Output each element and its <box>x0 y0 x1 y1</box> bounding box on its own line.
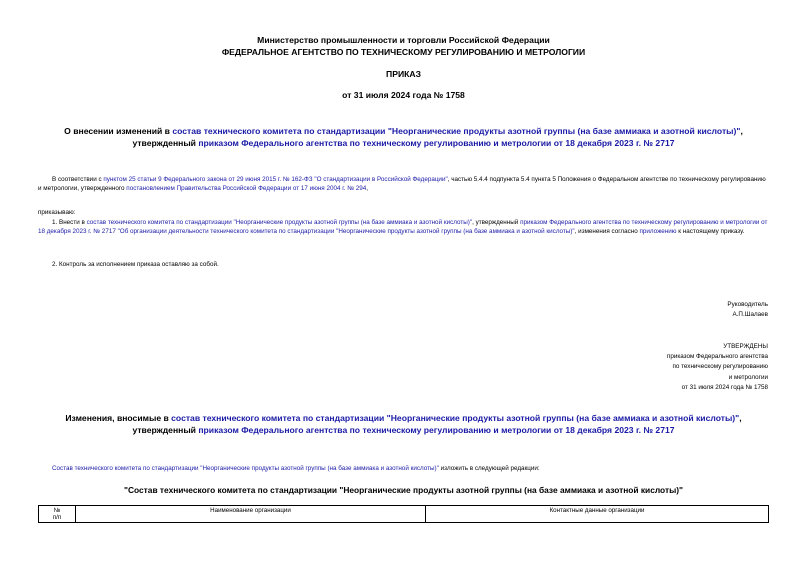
agency-name: ФЕДЕРАЛЬНОЕ АГЕНТСТВО ПО ТЕХНИЧЕСКОМУ РЕГУЛИРОВАНИЮ И МЕТРОЛОГИИ <box>221 47 586 57</box>
preamble-text: , <box>366 185 369 193</box>
committee-composition-link[interactable]: состав технического комитета по стандартизации "Неорганические продукты азотной группы (на базе аммиака и азотной кислоты)" <box>172 126 741 136</box>
approval-line: от 31 июля 2024 года № 1758 <box>681 383 768 391</box>
document-date-number: от 31 июля 2024 года № 1758 <box>342 90 465 100</box>
appendix-link[interactable]: приложению <box>639 228 677 236</box>
ministry-name: Министерство промышленности и торговли Российской Федерации <box>257 35 550 45</box>
approval-line: и метрологии <box>728 373 768 381</box>
item-text: 1. Внести в <box>52 219 87 226</box>
item-text: , изменения согласно <box>574 228 640 236</box>
title-text: О внесении изменений в <box>64 126 173 136</box>
composition-title: "Состав технического комитета по стандартизации "Неорганические продукты азотной группы (на базе аммиака и азотной кислоты)" <box>124 485 683 495</box>
approval-block <box>667 342 768 393</box>
order-item-2: 2. Контроль за исполнением приказа оставляю за собой. <box>52 261 219 268</box>
change-intro <box>52 464 769 473</box>
approval-line: УТВЕРЖДЕНЫ <box>723 343 768 350</box>
order-2717-link[interactable]: приказом Федерального агентства по техническому регулированию и метрологии от 18 декабря 2023 г. № 2717 "Об организации деятельности технического комитета по стандартизации "Неорганические продукты азотной группы (на базе аммиака и азотной кислоты)" <box>38 219 768 236</box>
order-word: приказываю: <box>38 209 76 216</box>
document-type: ПРИКАЗ <box>386 69 421 79</box>
column-header-text: п/п <box>52 514 62 521</box>
changes-title <box>60 412 747 436</box>
column-header-number <box>39 506 76 523</box>
document-title <box>60 125 747 149</box>
preamble-text: В соответствии с <box>52 176 104 183</box>
signature-name: А.П.Шалаев <box>732 311 768 319</box>
item-text: , утвержденный <box>472 219 521 226</box>
column-header-text: № <box>53 507 61 514</box>
committee-composition-link[interactable]: состав технического комитета по стандартизации "Неорганические продукты азотной группы (на базе аммиака и азотной кислоты)" <box>86 219 473 226</box>
column-header-organization: Наименование организации <box>76 506 426 523</box>
composition-table <box>38 505 769 523</box>
title-text: , утвержденный <box>132 413 742 435</box>
preamble-paragraph <box>38 175 769 194</box>
approval-line: по техническому регулированию <box>672 363 768 371</box>
federal-law-link[interactable]: пунктом 25 статьи 9 Федерального закона от 29 июня 2015 г. № 162-ФЗ "О стандартизации в Российской Федерации" <box>103 176 448 183</box>
committee-composition-link[interactable]: состав технического комитета по стандартизации "Неорганические продукты азотной группы (на базе аммиака и азотной кислоты)" <box>171 413 740 423</box>
government-resolution-link[interactable]: постановлением Правительства Российской Федерации от 17 июня 2004 г. № 294 <box>126 185 367 193</box>
title-text: Изменения, вносимые в <box>65 413 172 423</box>
preamble-text: , частью 5.4.4 подпункта 5.4 пункта 5 Положения о Федеральном агентстве по техническому регулированию и метрологии, утвержденного <box>38 176 766 193</box>
table-header-row <box>39 506 769 523</box>
order-2717-link[interactable]: приказом Федерального агентства по техническому регулированию и метрологии от 18 декабря 2023 г. № 2717 <box>198 425 675 435</box>
order-2717-link[interactable]: приказом Федерального агентства по техническому регулированию и метрологии от 18 декабря 2023 г. № 2717 <box>198 138 675 148</box>
signature-block <box>727 300 768 320</box>
column-header-contacts: Контактные данные организации <box>426 506 769 523</box>
change-intro-text: изложить в следующей редакции: <box>438 465 540 472</box>
committee-composition-link[interactable]: Состав технического комитета по стандартизации "Неорганические продукты азотной группы (на базе аммиака и азотной кислоты)" <box>52 465 439 472</box>
approval-line: приказом Федерального агентства <box>666 353 768 361</box>
order-item-1 <box>38 218 769 237</box>
signature-position: Руководитель <box>727 301 768 308</box>
title-text: , утвержденный <box>132 126 743 148</box>
item-text: к настоящему приказу. <box>676 228 745 236</box>
